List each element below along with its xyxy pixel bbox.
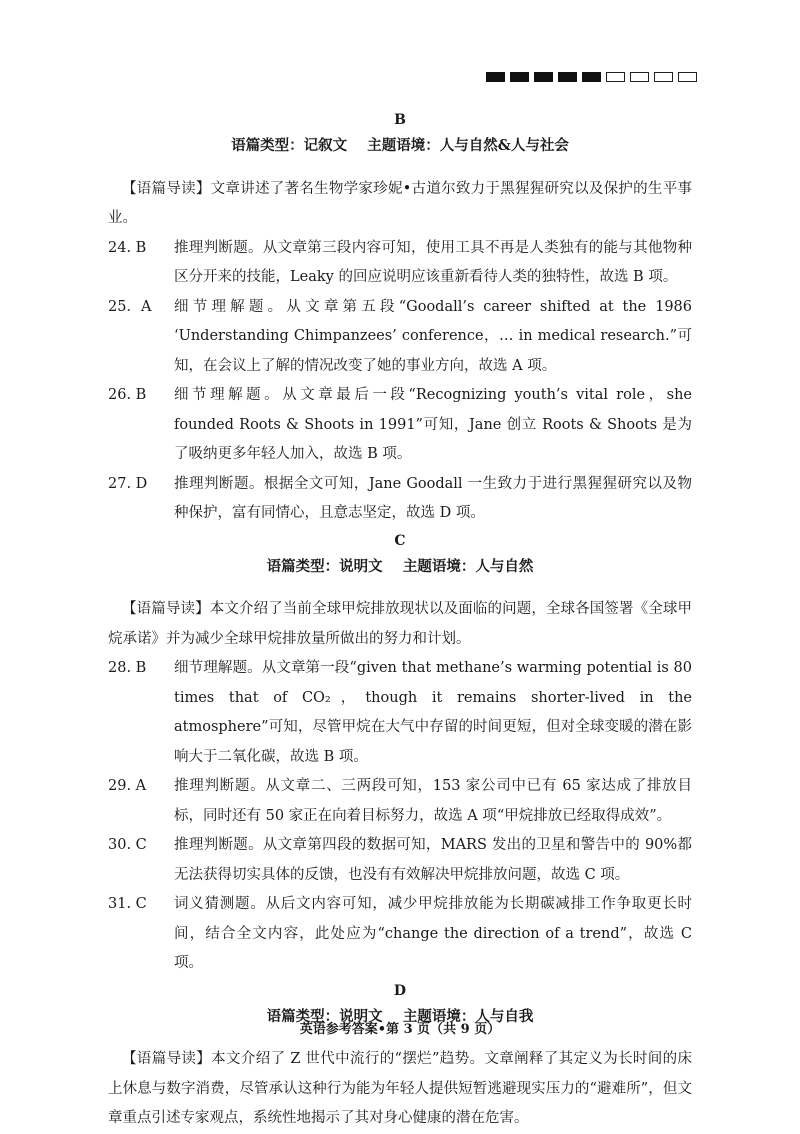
answer-number: 28. B (108, 660, 147, 676)
section-intro: 【语篇导读】本文介绍了 Z 世代中流行的“摆烂”趋势。文章阐释了其定义为长时间的床上休息与数字消费，尽管承认这种行为能为年轻人提供短暂逃避现实压力的“避难所”，但文章重点引述专家观点，系统性地揭示了其对身心健康的潜在危害。 (108, 1051, 692, 1126)
progress-square-empty (606, 72, 625, 82)
section-letter: D (393, 982, 407, 999)
answer-number: 25．A (108, 298, 152, 315)
answer-item (108, 293, 692, 382)
section-genre: 语篇类型：记叙文 主题语境：人与自然&人与社会 (231, 137, 569, 154)
progress-square-filled (486, 72, 505, 82)
progress-square-empty (630, 72, 649, 82)
answer-explanation: 推理判断题。从文章第三段内容可知，使用工具不再是人类独有的能与其他物种区分开来的技能，Leaky 的回应说明应该重新看待人类的独特性，故选 B 项。 (174, 239, 692, 285)
answer-explanation: 推理判断题。从文章二、三两段可知，153 家公司中已有 65 家达成了排放目标，同时还有 50 家正在向着目标努力，故选 A 项“甲烷排放已经取得成效”。 (174, 778, 692, 824)
progress-square-empty (654, 72, 673, 82)
answer-number: 30. C (108, 837, 147, 853)
answer-item (108, 470, 692, 529)
answer-number: 26. B (108, 387, 147, 403)
progress-square-filled (534, 72, 553, 82)
answer-key-content (108, 108, 692, 1134)
answer-explanation: 推理判断题。根据全文可知，Jane Goodall 一生致力于进行黑猩猩研究以及物种保护，富有同情心，且意志坚定，故选 D 项。 (174, 475, 692, 521)
answer-explanation: 细节理解题。从文章最后一段“Recognizing youth’s vital role，she founded Roots & Shoots in 1991”可知，Jane 创立 Roots & Shoots 是为了吸纳更多年轻人加入，故选 B 项。 (174, 387, 692, 462)
section-letter: B (394, 112, 406, 128)
section-d (108, 979, 692, 1134)
progress-square-empty (678, 72, 697, 82)
answer-item (108, 772, 692, 831)
answer-explanation: 词义猜测题。从后文内容可知，减少甲烷排放能为长期碳减排工作争取更长时间，结合全文内容，此处应为“change the direction of a trend”，故选 C 项。 (174, 896, 692, 971)
answer-explanation: 细节理解题。从文章第五段“Goodall’s career shifted at the 1986 ‘Understanding Chimpanzees’ conference，… in medical research.”可知，在会议上了解的情况改变了她的事业方向，故选 A 项。 (174, 298, 692, 374)
answer-number: 24. B (108, 239, 147, 256)
answer-item (108, 831, 692, 890)
section-genre: 语篇类型：说明文 主题语境：人与自我 (266, 1007, 534, 1025)
section-b (108, 108, 692, 529)
answer-number: 27. D (108, 475, 148, 492)
answer-item (108, 381, 692, 470)
answer-explanation: 推理判断题。从文章第四段的数据可知，MARS 发出的卫星和警告中的 90%都无法获得切实具体的反馈，也没有有效解决甲烷排放问题，故选 C 项。 (174, 837, 692, 883)
section-genre: 语篇类型：说明文 主题语境：人与自然 (266, 557, 534, 575)
progress-square-filled (510, 72, 529, 82)
answer-item (108, 234, 692, 293)
section-c (108, 529, 692, 979)
section-intro: 【语篇导读】文章讲述了著名生物学家珍妮•古道尔致力于黑猩猩研究以及保护的生平事业。 (108, 180, 692, 226)
answer-number: 29. A (108, 778, 147, 794)
answer-number: 31. C (108, 896, 147, 912)
answer-explanation: 细节理解题。从文章第一段“given that methane’s warming potential is 80 times that of CO₂，though it remains shorter-lived in the atmosphere”可知，尽管甲烷在大气中存留的时间更短，但对全球变暖的潜在影响大于二氧化碳，故选 B 项。 (174, 660, 692, 765)
progress-square-filled (582, 72, 601, 82)
section-intro: 【语篇导读】本文介绍了当前全球甲烷排放现状以及面临的问题，全球各国签署《全球甲烷承诺》并为减少全球甲烷排放量所做出的努力和计划。 (108, 601, 692, 647)
answer-item (108, 890, 692, 979)
answer-item (108, 654, 692, 772)
progress-indicator (486, 72, 697, 82)
progress-square-filled (558, 72, 577, 82)
section-letter: C (394, 532, 406, 549)
page-footer: 英语参考答案•第 3 页（共 9 页） (299, 1022, 501, 1037)
